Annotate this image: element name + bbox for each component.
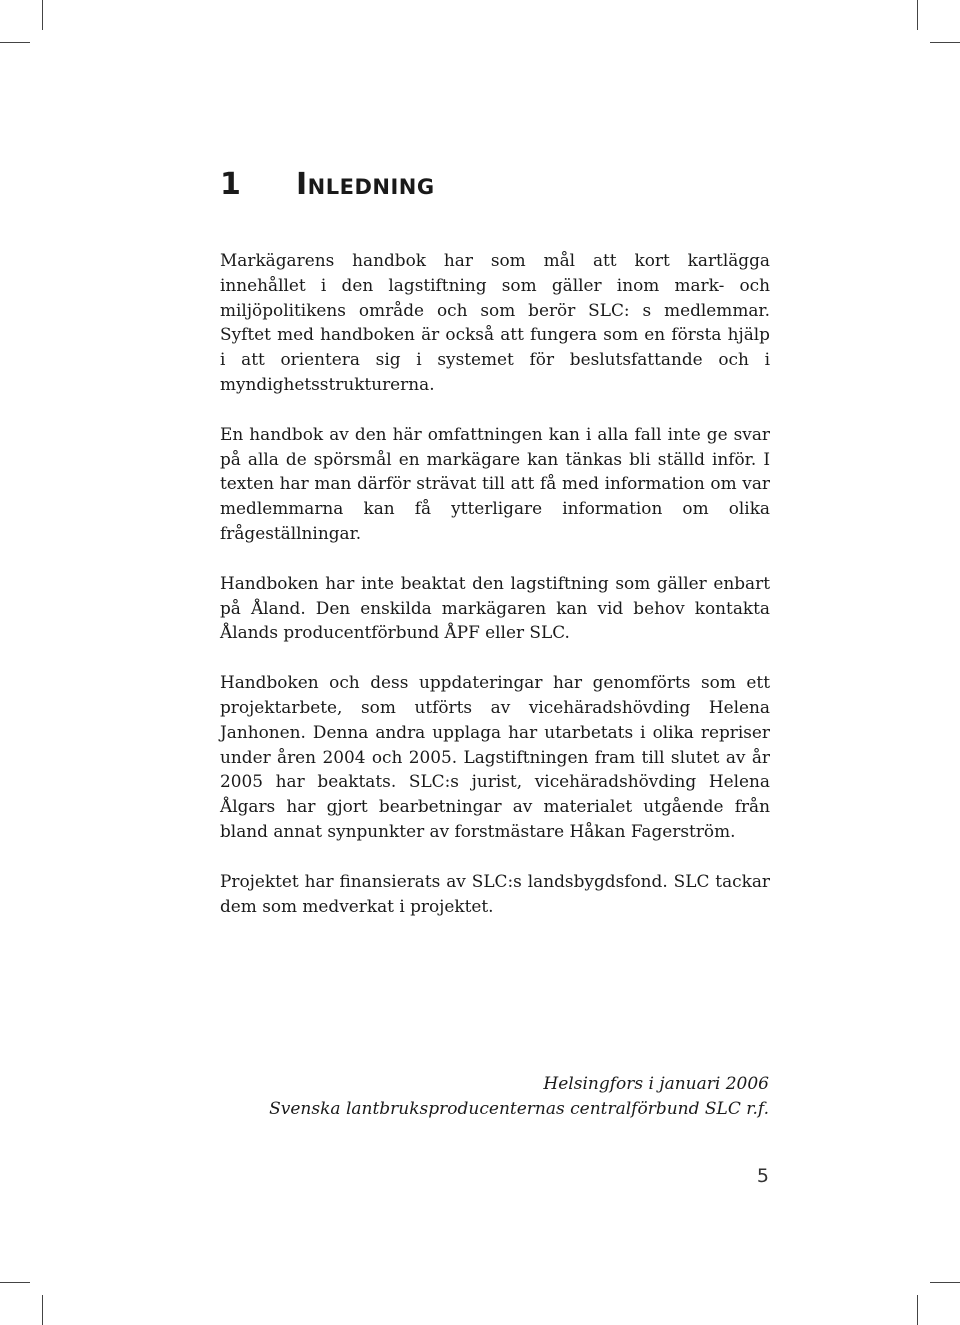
crop-mark-top-left-v [42, 0, 43, 30]
paragraph-aland: Handboken har inte beaktat den lagstiftning som gäller enbart på Åland. Den enskilda markägaren kan vid behov kontakta Ålands producentförbund ÅPF eller SLC. [220, 572, 770, 643]
crop-mark-top-right-v [917, 0, 918, 30]
crop-mark-bottom-left-h [0, 1282, 30, 1283]
crop-mark-bottom-left-v [42, 1295, 43, 1325]
crop-mark-bottom-right-v [917, 1295, 918, 1325]
crop-mark-top-right-h [930, 42, 960, 43]
page-number: 5 [756, 1165, 769, 1187]
chapter-number: 1 [220, 167, 242, 202]
paragraph-scope: En handbok av den här omfattningen kan i alla fall inte ge svar på alla de spörsmål en markägare kan tänkas bli ställd inför. I texten har man därför strävat till att få med information om var medlemmarna kan få ytterligare information om olika frågeställningar. [220, 423, 770, 543]
signature-organization: Svenska lantbruksproducenternas centralförbund SLC r.f. [269, 1099, 769, 1119]
signature [269, 1072, 769, 1122]
crop-mark-top-left-h [0, 42, 30, 43]
paragraph-funding: Projektet har finansierats av SLC:s landsbygdsfond. SLC tackar dem som medverkat i projektet. [220, 870, 770, 916]
crop-mark-bottom-right-h [930, 1282, 960, 1283]
paragraph-project: Handboken och dess uppdateringar har genomförts som ett projektarbete, som utförts av vicehäradshövding Helena Janhonen. Denna andra upplaga har utarbetats i olika repriser under åren 2004 och 2005. Lagstiftningen fram till slutet av år 2005 har beaktats. SLC:s jurist, vicehäradshövding Helena Ålgars har gjort bearbetningar av materialet utgående från bland annat synpunkter av forstmästare Håkan Fagerström. [220, 672, 770, 841]
chapter-heading [220, 165, 435, 205]
chapter-title: Inledning [296, 167, 435, 202]
signature-place-date: Helsingfors i januari 2006 [543, 1074, 769, 1094]
paragraph-intro: Markägarens handbok har som mål att kort kartlägga innehållet i den lagstiftning som gäller inom mark- och miljöpolitikens område och som berör SLC: s medlemmar. Syftet med handboken är också att fungera som en första hjälp i att orientera sig i systemet för beslutsfattande och i myndighetsstrukturerna. [220, 250, 770, 394]
body-text [220, 248, 770, 943]
